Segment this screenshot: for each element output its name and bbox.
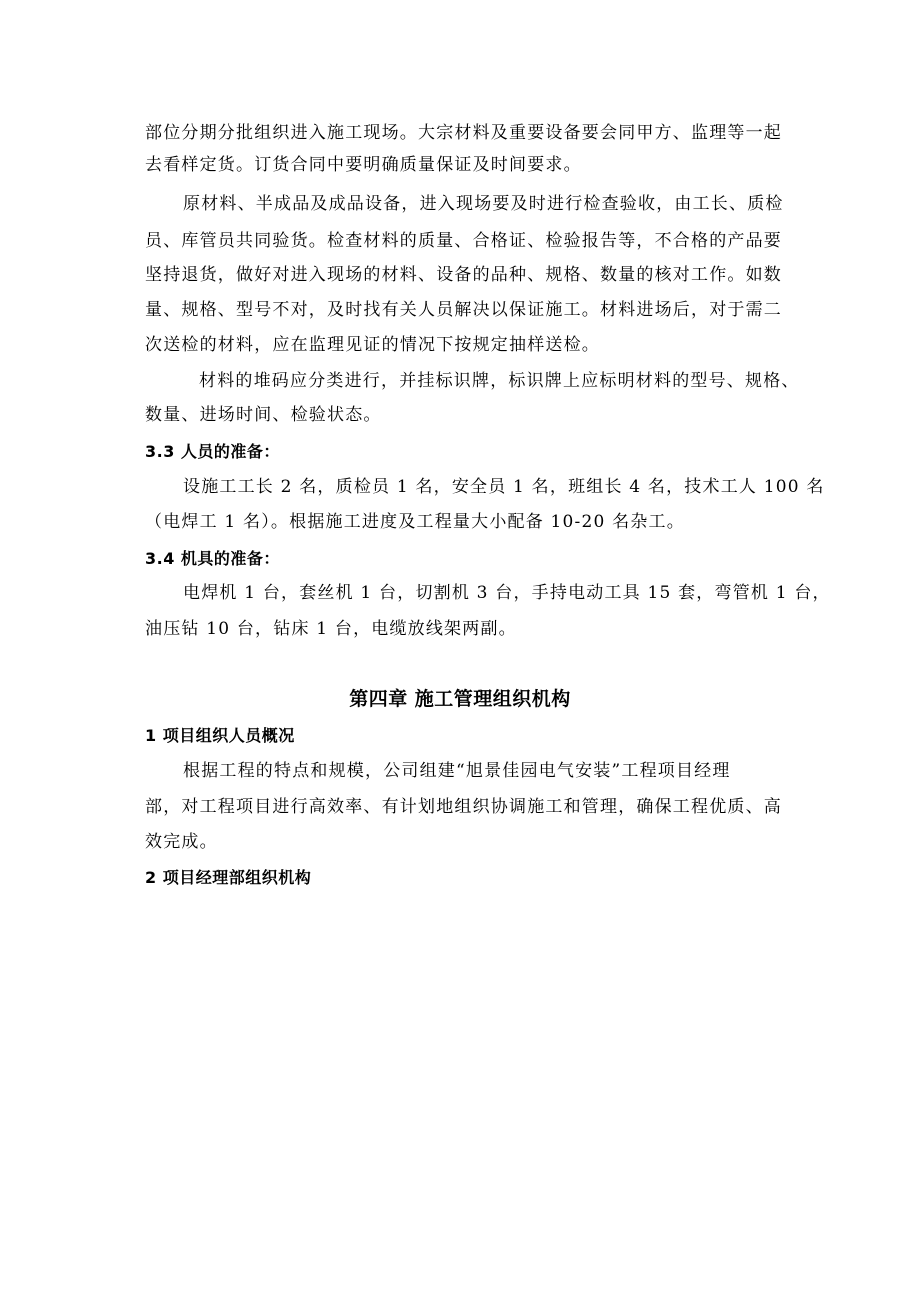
paragraph-line: 量、规格、型号不对，及时找有关人员解决以保证施工。材料进场后，对于需二 xyxy=(145,300,782,320)
paragraph-line: 员、库管员共同验货。检查材料的质量、合格证、检验报告等，不合格的产品要 xyxy=(145,231,782,251)
paragraph-line: 设施工工长 2 名，质检员 1 名，安全员 1 名，班组长 4 名，技术工人 100 名 xyxy=(183,477,825,497)
paragraph-line: 部位分期分批组织进入施工现场。大宗材料及重要设备要会同甲方、监理等一起 xyxy=(145,123,782,143)
paragraph-line: 原材料、半成品及成品设备，进入现场要及时进行检查验收，由工长、质检 xyxy=(183,194,784,214)
paragraph-line: 坚持退货，做好对进入现场的材料、设备的品种、规格、数量的核对工作。如数 xyxy=(145,265,782,285)
paragraph-line: 材料的堆码应分类进行，并挂标识牌，标识牌上应标明材料的型号、规格、 xyxy=(199,371,800,391)
section-heading-3-3: 3.3 人员的准备： xyxy=(145,442,280,461)
section-heading-1: 1 项目组织人员概况 xyxy=(145,726,295,745)
chapter-title: 第四章 施工管理组织机构 xyxy=(349,688,571,710)
paragraph-line: 效完成。 xyxy=(145,832,218,852)
section-heading-2: 2 项目经理部组织机构 xyxy=(145,868,312,887)
paragraph-line: 电焊机 1 台，套丝机 1 台，切割机 3 台，手持电动工具 15 套，弯管机 1 台， xyxy=(183,583,831,603)
paragraph-line: 根据工程的特点和规模，公司组建“旭景佳园电气安装”工程项目经理 xyxy=(183,761,731,781)
paragraph-line: 去看样定货。订货合同中要明确质量保证及时间要求。 xyxy=(145,155,582,175)
paragraph-line: （电焊工 1 名）。根据施工进度及工程量大小配备 10-20 名杂工。 xyxy=(145,512,685,532)
section-heading-3-4: 3.4 机具的准备： xyxy=(145,549,280,568)
paragraph-line: 数量、进场时间、检验状态。 xyxy=(145,405,382,425)
paragraph-line: 次送检的材料，应在监理见证的情况下按规定抽样送检。 xyxy=(145,335,600,355)
paragraph-line: 油压钻 10 台，钻床 1 台，电缆放线架两副。 xyxy=(145,619,517,639)
paragraph-line: 部，对工程项目进行高效率、有计划地组织协调施工和管理，确保工程优质、高 xyxy=(145,797,782,817)
